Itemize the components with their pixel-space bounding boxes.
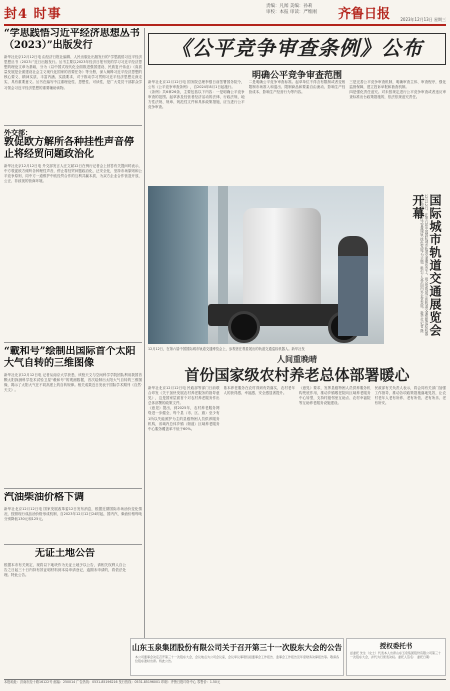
paper-name: 齐鲁日报	[338, 7, 391, 22]
text-column	[375, 386, 447, 634]
ad-body: 本公司董事会决定召开第三十一次股东大会，会议地点为公司会议室，会议审议事项包括董事会工作报告、监事会工作报告及年度财务决算报告等。敬请各位股东准时出席。特此公告。	[135, 655, 340, 664]
notice-body: 根据本市有关规定，现将以下地块作为无证土地予以公告，请相关权利人自公告之日起三十日内持有效证明材料到本局申请登记，逾期未申请的，将依法处理。特此公告。	[4, 563, 126, 578]
article-foreign-ministry	[4, 128, 142, 266]
paragraph: 二是明确公平竞争审查标准。起草单位不得含有限制或者变相限制市场准入和退出、限制商品和要素自由流动、影响生产经营成本、影响生产经营行为等内容。	[248, 80, 346, 95]
page-footer: 本报地址：济南市经十路16122号 邮编：250014 广告热线：0531-85196216 发行热线：0531-85196001 印刷：齐鲁日报印务中心 零售价：1.50元	[4, 679, 446, 685]
shareholder-notice-ad	[130, 638, 344, 676]
section-label: 封4 时事	[4, 7, 62, 22]
proxy-form-ad	[346, 638, 446, 676]
article-title: “載和号”绘制出国际首个太阳大气自转的三维图像	[4, 346, 136, 369]
article-body: 新华社北京12月12日电 外交部发言人汪文斌12日在例行记者会上回答有关提问时表示，中方敦促欧方倾听各种理性声音，停止将经贸问题政治化、泛安全化，坚持市场原则和公平竞争原则，同中方一道维护中欧经贸合作的互利共赢本质，为双方企业合作营造开放、公正、非歧视的营商环境。	[4, 164, 142, 184]
paragraph: 《意见》要求，发挥县级特困人员供养服务机构兜底作用，推动乡镇敬老院向区域养老服务中心转型，支持村级邻里互助点、农村幸福院等互助养老服务设施建设。	[299, 386, 371, 406]
article-body: 新华社北京12月12日电 记者从南京大学获悉，该校天文与空间科学学院团队利用我国首颗太阳探测科学技术试验卫星“羲和号”的观测数据，首次绘制出太阳大气自转的三维图像，揭示了太阳大气在不同高度上的自转规律。相关成果近日发表于国际学术期刊《自然·天文》。	[4, 373, 142, 393]
ad-title: 山东玉泉集团股份有限公司关于召开第三十一次股东大会的公告	[132, 643, 342, 652]
paragraph: 新华社北京12月12日电 民政部等部门日前联合印发《关于加快发展农村养老服务的指导意见》，这是国家层面首个对农村养老服务作出总体部署的政策文件。	[148, 386, 220, 406]
lead-article-columns	[148, 80, 446, 184]
paragraph: 《条例》共6章26条，主要包括以下内容：一是明确公平竞争审查的范围。起草涉及经营者经济活动的法律、行政法规、地方性法规、规章、规范性文件和具体政策措施，应当进行公平竞争审查。	[148, 90, 245, 110]
issue-date: 2023年12月13日 星期三	[400, 17, 446, 22]
paragraph: 《意见》提出，到2025年，农村养老服务网络进一步健全，每个县（市、区、旗）至少有1所以失能照护为主的县级特困人员供养服务机构，省域内总体乡镇（街道）区域养老服务中心服务覆盖率不低于60%。	[148, 406, 220, 431]
page-header	[4, 2, 446, 26]
text-column	[224, 386, 296, 634]
divider	[4, 544, 142, 545]
text-column	[299, 386, 371, 634]
column-divider	[144, 28, 145, 676]
paragraph: 基本养老服务在农村得到有效落实，农村老年人的获得感、幸福感、安全感显著提升。	[223, 386, 295, 396]
paragraph: 民政部有关负责人表示，将会同有关部门加强工作指导，推动各项政策措施落地见效，让农村老年人老有所养、老有所依、老有所乐、老有所安。	[374, 386, 446, 406]
photo-caption: 12月12日，在第六届中国国际城市轨道交通博览会上，参观者在观看展出的轨道交通巡检机器人。新华社发	[148, 347, 305, 351]
divider	[4, 125, 142, 126]
sidebar-title: 国际城市轨道交通展览会开幕	[411, 194, 442, 337]
text-column	[148, 80, 245, 184]
notice-title: 无证土地公告	[35, 548, 95, 559]
article-kicker: 外交部：	[4, 128, 32, 137]
article-body: 新华社北京12月12日电 由经济日报社编辑、人民出版社出版发行的“学思践悟习近平经济思想丛书（2023）”近日出版发行。丛书主要以2023年经济日报刊发的学习习近平经济思想的理论文章为基础，分为《以中国式现代化全面推进强国建设、民族复兴伟业》《高质量发展是全面建设社会主义现代化国家的首要任务》等分册，深入阐释习近平经济思想的核心要义、精神实质、丰富内涵、实践要求，对于推动学习贯彻习近平经济思想走深走实，具有重要意义。丛书在编写中注重理论性、思想性、可读性，是广大党员干部群众学习领会习近平经济思想的重要辅助读物。	[4, 55, 142, 90]
article-pre-title: 人间重晚晴	[277, 354, 317, 364]
notice-land	[4, 548, 126, 676]
article-xihe-satellite	[4, 346, 142, 446]
text-column	[249, 80, 346, 184]
text-column	[148, 386, 220, 634]
news-photo-robot	[148, 186, 384, 344]
paragraph: 新华社北京12月12日电 国务院总理李强日前签署国务院令，公布《公平竞争审查条例》，自2024年8月1日起施行。	[148, 80, 245, 90]
article-book-release	[4, 28, 142, 124]
divider	[4, 488, 142, 489]
visitor-figure	[338, 236, 368, 336]
article-fuel-price	[4, 492, 142, 540]
article-title: 敦促欧方解所各种挂性声音停止将经贸问题政治化	[4, 137, 134, 160]
article-title: 汽油柴油价格下调	[4, 492, 84, 503]
headline-banner: 《公平竞争审查条例》公布	[148, 33, 446, 65]
article-headline: 首份国家级农村养老总体部署暖心	[184, 366, 410, 384]
divider	[4, 342, 142, 343]
article-title: “学思践悟习近平经济思想丛书（2023）”出版发行	[4, 28, 140, 51]
headline-subtitle: 明确公平竞争审查范围	[251, 71, 342, 81]
form-body: 兹委托 先生（女士）代表本人出席山东玉泉集团股份有限公司第三十一次股东大会，并代为行使表决权。委托人签名： 委托日期：	[350, 651, 441, 659]
sidebar-expo	[386, 186, 446, 344]
editor-info: 责编：凡闻 美编：孙莉 审校：本报 审读：严维刚	[266, 4, 317, 15]
paragraph: 三是完善公平竞争审查机制，明确审查主体、审查程序，强化监督保障，建立投诉举报和抽查机制。	[349, 80, 447, 90]
robot-figure	[243, 208, 321, 308]
article-body: 新华社北京12月12日电 国家发展改革委12日发布消息，根据近期国际市场油价变化情况，按照现行成品油价格形成机制，自2023年12月12日24时起，国内汽、柴油价格每吨分别降低130元和125元。	[4, 507, 142, 522]
text-column	[349, 80, 446, 184]
paragraph: 四是强化责任追究。对未按规定进行公平竞争审查或者违反审查标准出台政策措施的，依法依规追究责任。	[349, 90, 447, 100]
rural-elderly-article	[148, 386, 446, 634]
form-title: 授权委托书	[379, 642, 413, 650]
sidebar-body: 12月12日，在第六届中国国际城市轨道交通博览会上，观众参观展示的轨道交通智能巡检机器人。本届博览会以“智慧城轨 绿色发展”为主题，吸引了众多国内外企业参展。新华社记者 摄	[419, 194, 428, 336]
